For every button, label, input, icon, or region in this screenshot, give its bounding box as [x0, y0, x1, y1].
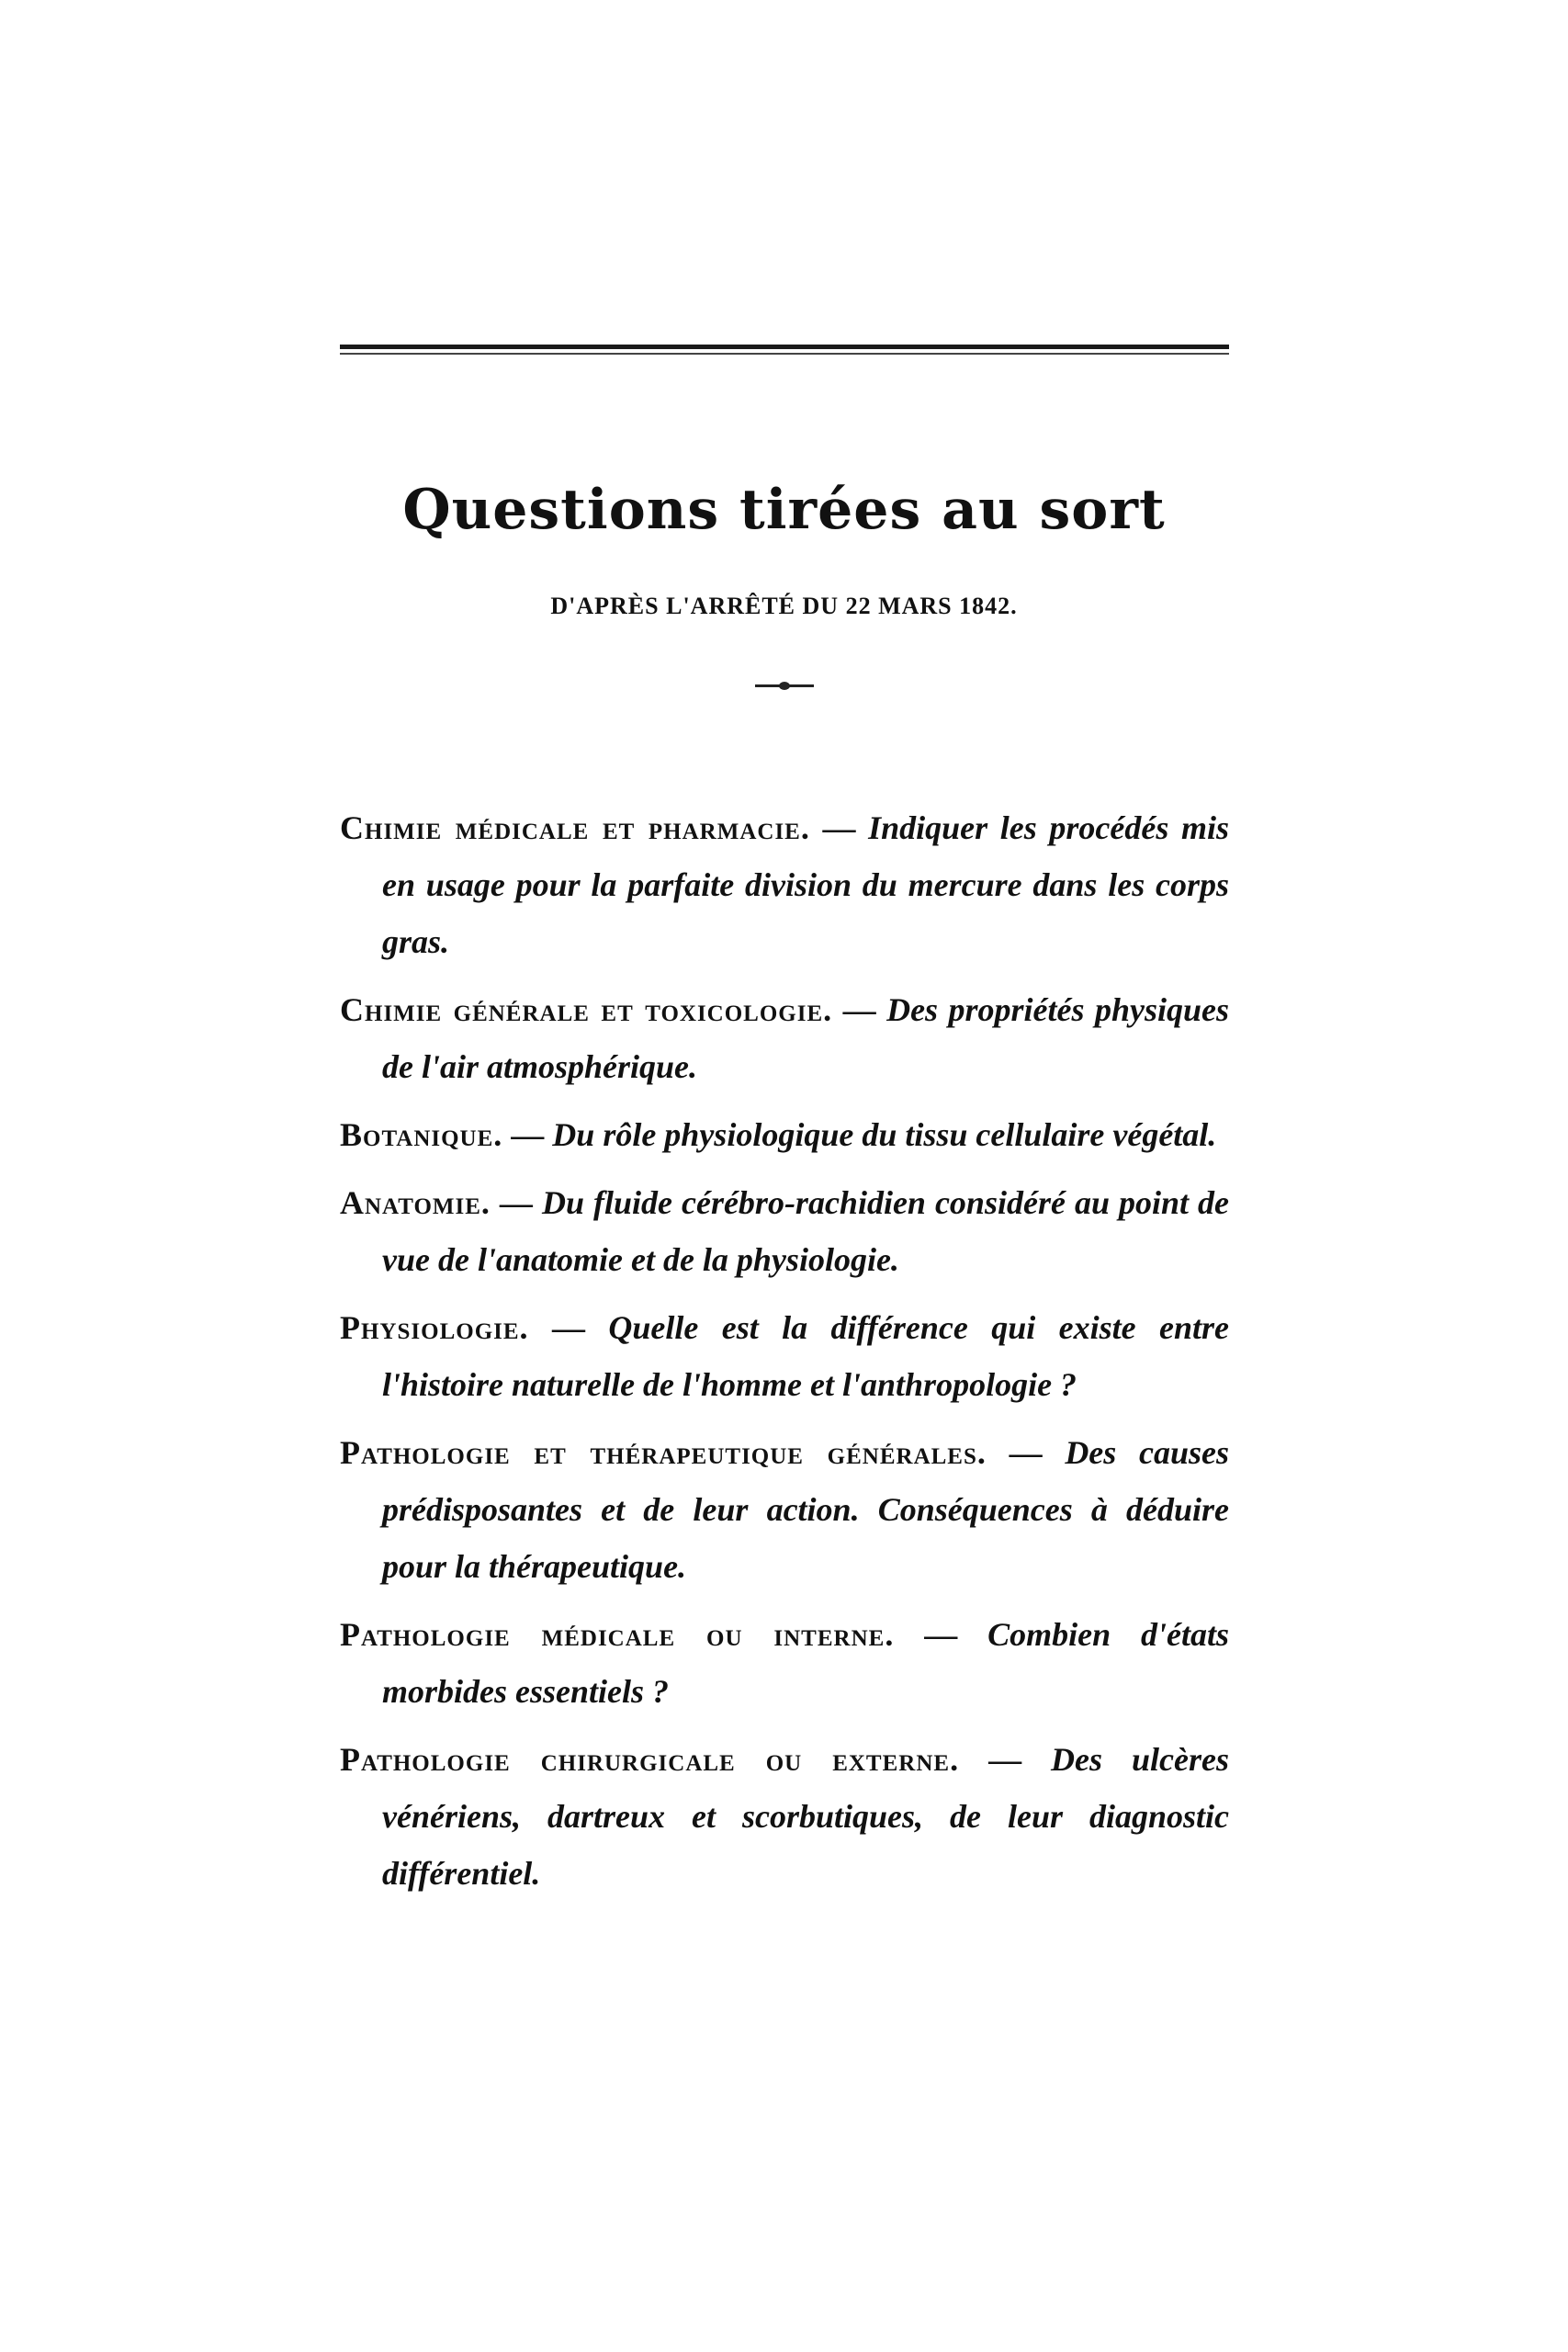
question-item	[340, 1106, 1229, 1163]
question-item	[340, 1424, 1229, 1595]
question-item	[340, 981, 1229, 1095]
question-text: Des ulcères vénériens, dartreux et scorbutiques, de leur diagnostic différentiel.	[382, 1741, 1229, 1892]
question-item	[340, 799, 1229, 970]
question-dash: —	[894, 1616, 988, 1653]
question-item	[340, 1731, 1229, 1902]
questions-list	[340, 799, 1229, 1913]
question-dash: —	[502, 1116, 553, 1153]
question-text: Quelle est la différence qui existe entre l'histoire naturelle de l'homme et l'anthropologie ?	[382, 1309, 1230, 1403]
question-dash: —	[986, 1434, 1066, 1471]
top-double-rule	[340, 345, 1229, 357]
question-dash: —	[959, 1741, 1052, 1778]
question-subject: Pathologie chirurgicale ou externe.	[340, 1741, 960, 1778]
question-item	[340, 1174, 1229, 1288]
question-subject: Botanique.	[340, 1116, 503, 1153]
page-subtitle: D'APRÈS L'ARRÊTÉ DU 22 MARS 1842.	[550, 593, 1018, 619]
question-subject: Chimie médicale et pharmacie.	[340, 809, 810, 846]
question-item	[340, 1606, 1229, 1720]
question-text: Combien d'états morbides essentiels ?	[382, 1616, 1230, 1710]
question-dash: —	[832, 991, 887, 1028]
rule-thin-line	[340, 353, 1229, 355]
question-subject: Pathologie médicale ou interne.	[340, 1616, 895, 1653]
question-subject: Chimie générale et toxicologie.	[340, 991, 833, 1028]
question-text: Des propriétés physiques de l'air atmosphérique.	[382, 991, 1230, 1085]
rule-thick-line	[340, 345, 1229, 349]
ornament-dot	[779, 682, 790, 690]
question-dash: —	[528, 1309, 609, 1346]
question-text: Du fluide cérébro-rachidien considéré au point de vue de l'anatomie et de la physiologie.	[382, 1184, 1229, 1278]
question-text: Des causes prédisposantes et de leur action. Conséquences à déduire pour la thérapeutique.	[382, 1434, 1230, 1585]
question-dash: —	[809, 809, 869, 846]
question-text: Du rôle physiologique du tissu cellulaire végétal.	[552, 1116, 1217, 1153]
question-item	[340, 1299, 1229, 1413]
ornament-divider	[755, 682, 814, 689]
question-subject: Anatomie.	[340, 1184, 491, 1221]
question-dash: —	[490, 1184, 542, 1221]
question-subject: Pathologie et thérapeutique générales.	[340, 1434, 987, 1471]
question-text: Indiquer les procédés mis en usage pour la parfaite division du mercure dans les corps gras.	[382, 809, 1230, 960]
page-title: Questions tirées au sort	[402, 478, 1166, 542]
question-subject: Physiologie.	[340, 1309, 529, 1346]
